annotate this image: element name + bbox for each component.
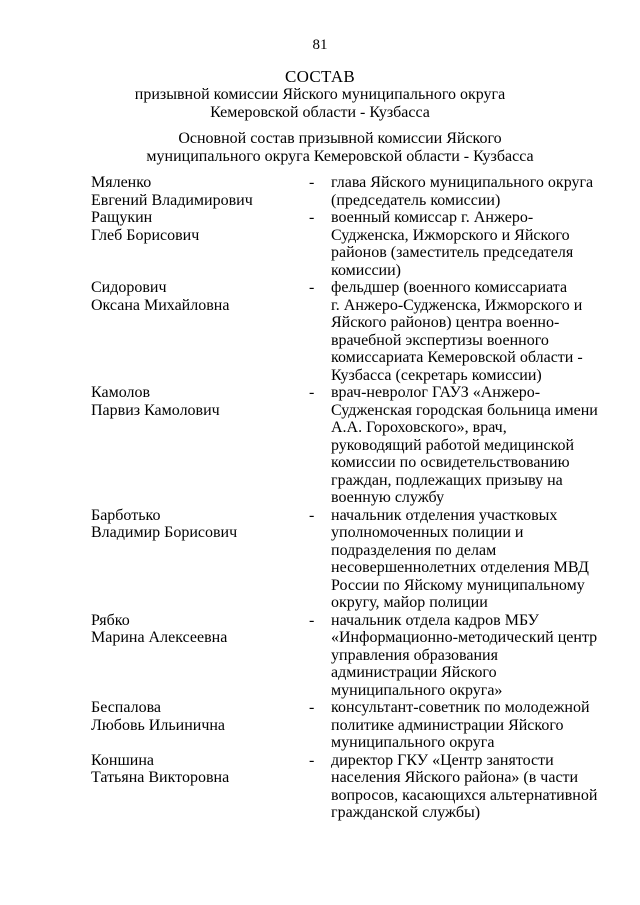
member-role-line: России по Яйскому муниципальному <box>331 576 585 594</box>
member-role-line: Яйского районов) центра военно- <box>331 314 560 331</box>
member-name-line: Рябко <box>91 611 130 629</box>
member-name-line: Сидорович <box>91 279 167 296</box>
member-name-line: Ращукин <box>91 209 153 226</box>
member-name <box>91 384 309 419</box>
member-role-line: консультант-советник по молодежной <box>331 699 590 716</box>
member-role-line: комиссии) <box>331 261 401 279</box>
member-role-line: политике администрации Яйского <box>331 716 564 734</box>
member-name <box>91 279 309 314</box>
member-role-line: глава Яйского муниципального округа <box>331 174 594 191</box>
member-name <box>91 699 309 734</box>
member-role-line: вопросов, касающихся альтернативной <box>331 786 598 804</box>
document-title: СОСТАВ <box>284 67 356 86</box>
member-role-line: военный комиссар г. Анжеро- <box>331 209 534 226</box>
member-name <box>91 507 309 542</box>
member-role-line: комиссариата Кемеровской области - <box>331 349 583 366</box>
member-row <box>91 209 591 279</box>
section-heading <box>0 130 640 166</box>
member-name-line: Оксана Михайловна <box>91 296 230 314</box>
member-role-line: «Информационно-методический центр <box>331 629 598 646</box>
member-role <box>331 384 598 507</box>
member-role-line: населения Яйского района» (в части <box>331 769 579 786</box>
member-role <box>331 611 598 700</box>
member-row <box>91 279 591 384</box>
document-title-block <box>0 68 640 122</box>
member-role-line: районов (заместитель председателя <box>331 244 574 261</box>
section-heading-line: муниципального округа Кемеровской области - Кузбасса <box>146 148 534 165</box>
member-role <box>331 174 594 209</box>
member-name-line: Беспалова <box>91 699 162 716</box>
member-dash: - <box>309 699 315 716</box>
member-name <box>91 752 309 787</box>
member-dash: - <box>309 751 315 769</box>
member-role-line: врачебной экспертизы военного <box>331 331 549 349</box>
member-role-line: несовершеннолетних отделения МВД <box>331 559 589 576</box>
member-role <box>331 209 591 279</box>
member-role <box>331 279 591 384</box>
member-dash: - <box>309 384 315 401</box>
member-role-line: управления образования <box>331 646 498 664</box>
member-role-line: муниципального округа» <box>331 681 503 699</box>
member-role-line: муниципального округа <box>331 734 495 751</box>
member-row <box>91 174 594 209</box>
member-dash: - <box>309 174 315 191</box>
member-name-line: Барботько <box>91 506 161 524</box>
member-name-line: Евгений Владимирович <box>91 191 253 209</box>
member-role-line: начальник отдела кадров МБУ <box>331 611 539 629</box>
member-dash: - <box>309 611 315 629</box>
member-name-line: Парвиз Камолович <box>91 401 220 419</box>
member-name-line: Глеб Борисович <box>91 226 200 244</box>
member-role-line: начальник отделения участковых <box>331 506 558 524</box>
member-dash: - <box>309 279 315 296</box>
member-role-line: округу, майор полиции <box>331 594 488 611</box>
member-role-line: (председатель комиссии) <box>331 191 501 209</box>
member-row <box>91 611 598 700</box>
member-role-line: Судженска, Ижморского и Яйского <box>331 226 570 244</box>
member-role-line: подразделения по делам <box>331 541 497 559</box>
member-name-line: Коншина <box>91 751 154 769</box>
member-name-line: Марина Алексеевна <box>91 629 228 646</box>
member-name-line: Камолов <box>91 384 151 401</box>
member-name <box>91 174 309 209</box>
member-role-line: руководящий работой медицинской <box>331 436 575 454</box>
member-role-line: граждан, подлежащих призыву на <box>331 471 563 489</box>
member-role <box>331 507 591 612</box>
member-row <box>91 751 598 822</box>
member-name-line: Любовь Ильинична <box>91 716 226 734</box>
member-role-line: уполномоченных полиции и <box>331 524 524 541</box>
member-row <box>91 507 591 612</box>
member-dash: - <box>309 209 315 226</box>
member-name <box>91 612 309 647</box>
member-name-line: Владимир Борисович <box>91 524 238 541</box>
member-dash: - <box>309 506 315 524</box>
member-role <box>331 751 598 822</box>
member-name <box>91 209 309 244</box>
member-role <box>331 699 591 752</box>
member-row <box>91 699 591 752</box>
member-role-line: администрации Яйского <box>331 664 497 681</box>
member-role-line: фельдшер (военного комиссариата <box>331 279 568 296</box>
section-heading-line: Основной состав призывной комиссии Яйского <box>178 130 502 147</box>
member-role-line: директор ГКУ «Центр занятости <box>331 751 554 769</box>
member-row <box>91 384 598 507</box>
page-number: 81 <box>312 37 328 53</box>
document-title-line: Кемеровской области - Кузбасса <box>210 104 430 121</box>
commission-roster <box>91 174 598 822</box>
member-role-line: А.А. Гороховского», врач, <box>331 419 507 436</box>
member-role-line: г. Анжеро-Судженска, Ижморского и <box>331 296 583 314</box>
member-role-line: комиссии по освидетельствованию <box>331 454 570 471</box>
member-role-line: Судженская городская больница имени <box>331 401 598 419</box>
member-name-line: Мяленко <box>91 174 152 191</box>
member-role-line: врач-невролог ГАУЗ «Анжеро- <box>331 384 541 401</box>
member-role-line: Кузбасса (секретарь комиссии) <box>331 366 542 384</box>
member-role-line: гражданской службы) <box>331 804 481 821</box>
member-name-line: Татьяна Викторовна <box>91 769 230 786</box>
member-role-line: военную службу <box>331 489 445 506</box>
document-title-line: призывной комиссии Яйского муниципального округа <box>134 86 506 103</box>
